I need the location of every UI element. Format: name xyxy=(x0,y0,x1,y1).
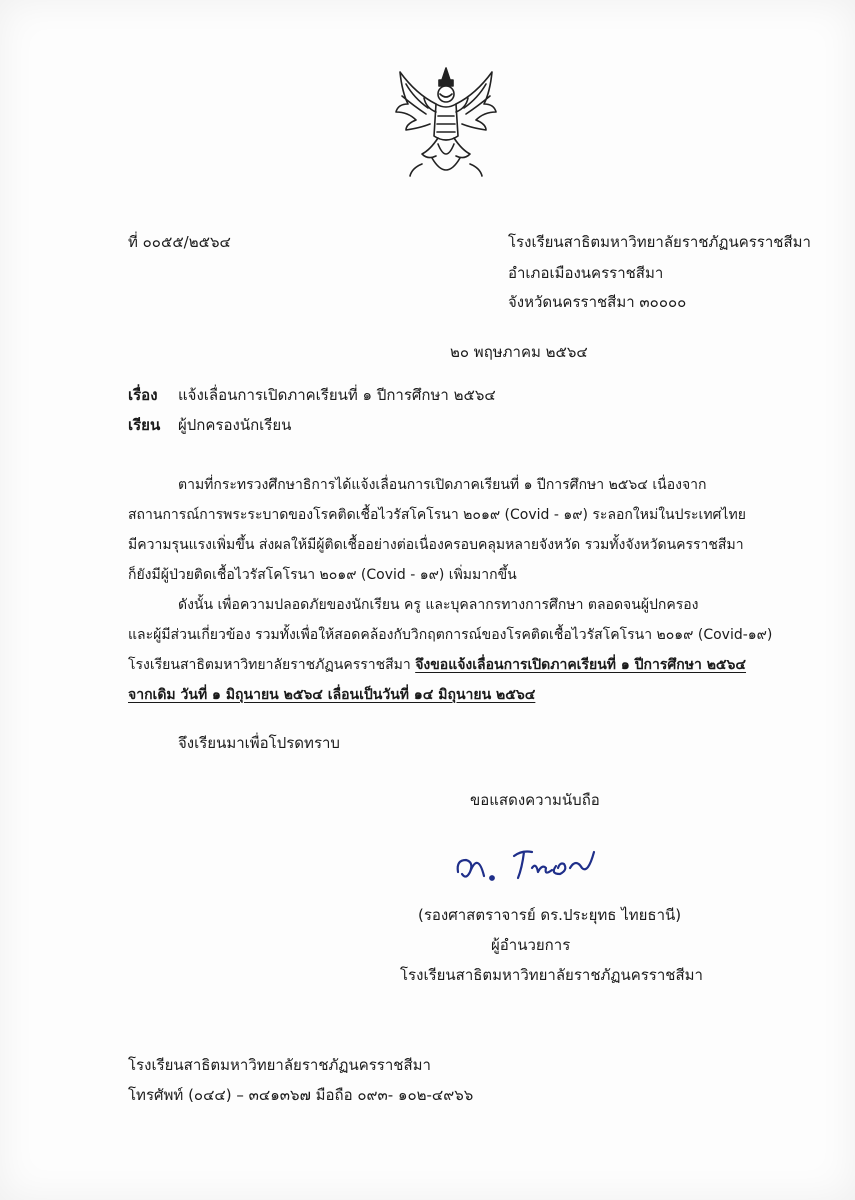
salutation: ขอแสดงความนับถือ xyxy=(470,791,600,809)
letter-date: ๒๐ พฤษภาคม ๒๕๖๔ xyxy=(450,343,588,361)
footer-organization: โรงเรียนสาธิตมหาวิทยาลัยราชภัฏนครราชสีมา xyxy=(128,1056,431,1074)
garuda-emblem-icon xyxy=(392,64,500,182)
body-para2-line3 xyxy=(128,655,746,675)
recipient-label: เรียน xyxy=(128,416,161,434)
body-para1-line3: มีความรุนแรงเพิ่มขึ้น ส่งผลให้มีผู้ติดเชื้ออย่างต่อเนื่องครอบคลุมหลายจังหวัด รวมทั้งจังหวัดนครราชสีมา xyxy=(128,537,744,553)
body-para1-line1: ตามที่กระทรวงศึกษาธิการได้แจ้งเลื่อนการเปิดภาคเรียนที่ ๑ ปีการศึกษา ๒๕๖๔ เนื่องจาก xyxy=(178,477,707,493)
footer-phone: โทรศัพท์ (๐๔๔) – ๓๔๑๓๖๗ มือถือ ๐๙๓- ๑๐๒-๔๙๖๖ xyxy=(128,1086,474,1104)
body-para1-line4: ก็ยังมีผู้ป่วยติดเชื้อไวรัสโคโรนา ๒๐๑๙ (Covid - ๑๙) เพิ่มมากขึ้น xyxy=(128,567,517,583)
signer-name: (รองศาสตราจารย์ ดร.ประยุทธ ไทยธานี) xyxy=(418,906,682,924)
address-line-3: จังหวัดนครราชสีมา ๓๐๐๐๐ xyxy=(508,293,687,311)
subject-text: แจ้งเลื่อนการเปิดภาคเรียนที่ ๑ ปีการศึกษา ๒๕๖๔ xyxy=(178,386,496,404)
body-para2-line1: ดังนั้น เพื่อความปลอดภัยของนักเรียน ครู และบุคลากรทางการศึกษา ตลอดจนผู้ปกครอง xyxy=(178,597,699,613)
body-para2-line3-plain: โรงเรียนสาธิตมหาวิทยาลัยราชภัฏนครราชสีมา xyxy=(128,657,411,673)
signer-position: ผู้อำนวยการ xyxy=(491,936,571,954)
subject-label: เรื่อง xyxy=(128,386,158,404)
closing-request: จึงเรียนมาเพื่อโปรดทราบ xyxy=(178,734,340,752)
document-number: ที่ ๐๐๕๕/๒๕๖๔ xyxy=(128,233,231,251)
body-para1-line2: สถานการณ์การพระระบาดของโรคติดเชื้อไวรัสโคโรนา ๒๐๑๙ (Covid - ๑๙) ระลอกใหม่ในประเทศไทย xyxy=(128,507,746,523)
address-line-2: อำเภอเมืองนครราชสีมา xyxy=(508,264,664,282)
postponement-dates: จากเดิม วันที่ ๑ มิถุนายน ๒๕๖๔ เลื่อนเป็นวันที่ ๑๔ มิถุนายน ๒๕๖๔ xyxy=(128,687,536,703)
address-line-1: โรงเรียนสาธิตมหาวิทยาลัยราชภัฏนครราชสีมา xyxy=(508,233,811,251)
body-para2-line2: และผู้มีส่วนเกี่ยวข้อง รวมทั้งเพื่อให้สอดคล้องกับวิกฤตการณ์ของโรคติดเชื้อไวรัสโคโรนา ๒๐๑๙ (Covid-๑๙) xyxy=(128,627,773,643)
signature-image xyxy=(452,838,604,888)
recipient-text: ผู้ปกครองนักเรียน xyxy=(178,416,292,434)
signer-organization: โรงเรียนสาธิตมหาวิทยาลัยราชภัฏนครราชสีมา xyxy=(400,966,703,984)
postponement-notice: จึงขอแจ้งเลื่อนการเปิดภาคเรียนที่ ๑ ปีการศึกษา ๒๕๖๔ xyxy=(415,657,747,673)
